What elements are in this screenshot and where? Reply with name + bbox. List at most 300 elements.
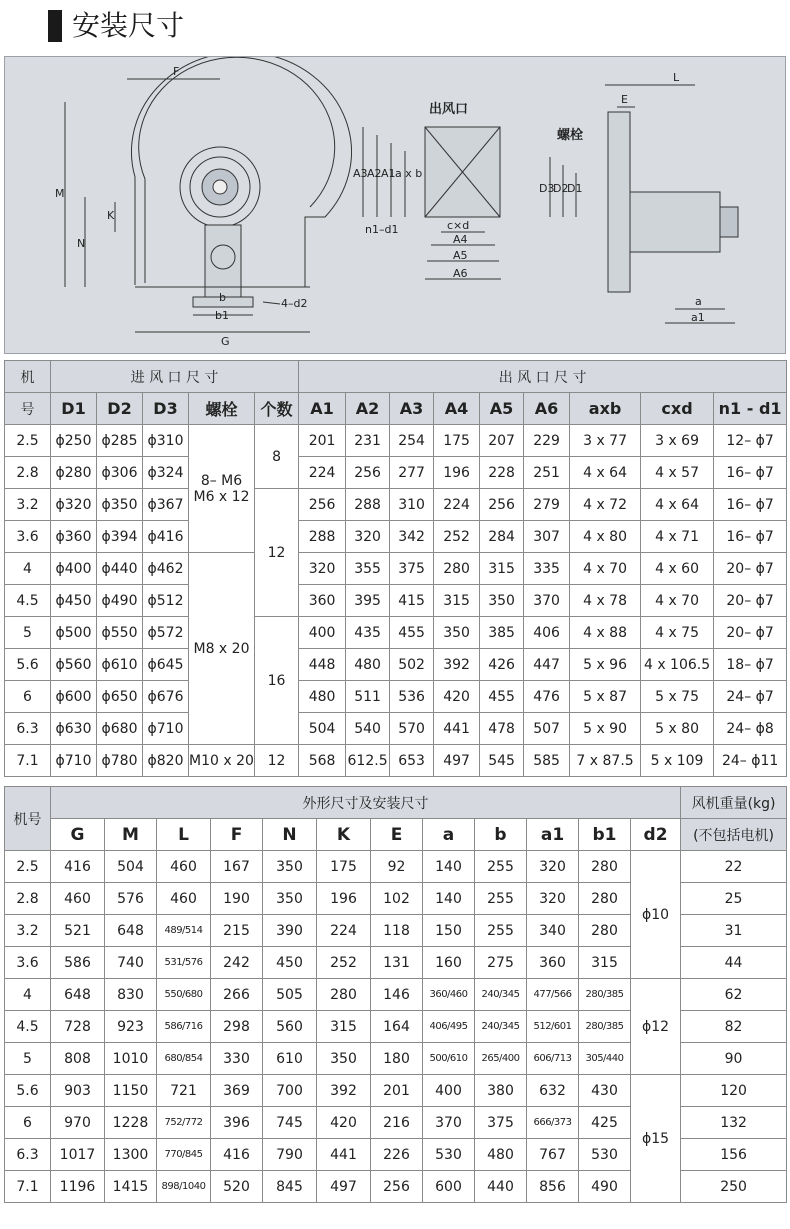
table-cell: 570 <box>390 713 434 745</box>
table-cell: 653 <box>390 745 434 777</box>
table-cell: 4 x 72 <box>570 489 641 521</box>
table-cell: 435 <box>346 617 390 649</box>
header-weight: 风机重量(kg) <box>681 787 787 819</box>
table-cell: 288 <box>299 521 346 553</box>
table-cell: 280/385 <box>579 1011 631 1043</box>
table-cell: 252 <box>434 521 480 553</box>
table-header-row <box>5 819 787 851</box>
label-a: a <box>695 295 702 308</box>
table-cell: 448 <box>299 649 346 681</box>
table-cell: 229 <box>524 425 570 457</box>
motor-pedestal <box>205 225 241 297</box>
table-cell: 504 <box>105 851 157 883</box>
table-cell: 215 <box>211 915 263 947</box>
label-A6: A6 <box>453 267 468 280</box>
table-cell: 531/576 <box>157 947 211 979</box>
table-cell: 256 <box>371 1171 423 1203</box>
table-row <box>5 851 787 883</box>
table-row <box>5 457 787 489</box>
table-cell: ϕ560 <box>51 649 97 681</box>
table-cell: 500/610 <box>423 1043 475 1075</box>
table-cell: 175 <box>317 851 371 883</box>
table-cell: 480 <box>346 649 390 681</box>
column-header: 螺栓 <box>189 393 255 425</box>
table-cell: 586/716 <box>157 1011 211 1043</box>
column-header: A4 <box>434 393 480 425</box>
table-cell: ϕ462 <box>143 553 189 585</box>
table-cell: 480 <box>475 1139 527 1171</box>
table-cell: 790 <box>263 1139 317 1171</box>
table-cell: 392 <box>317 1075 371 1107</box>
table-cell: 256 <box>299 489 346 521</box>
table-cell: ϕ780 <box>97 745 143 777</box>
table-cell: 280 <box>579 883 631 915</box>
label-n1d1: n1–d1 <box>365 223 399 236</box>
table-cell: 350 <box>480 585 524 617</box>
table-cell: ϕ367 <box>143 489 189 521</box>
table-cell: 1300 <box>105 1139 157 1171</box>
table-cell: 160 <box>423 947 475 979</box>
weight-value: 120 <box>681 1075 787 1107</box>
table-cell: 5 x 80 <box>641 713 714 745</box>
table-cell: 385 <box>480 617 524 649</box>
table-cell: 4 x 70 <box>641 585 714 617</box>
table-cell: 721 <box>157 1075 211 1107</box>
table-cell: 16– ϕ7 <box>714 489 787 521</box>
table-cell: 330 <box>211 1043 263 1075</box>
table-cell: 970 <box>51 1107 105 1139</box>
table-cell: 420 <box>317 1107 371 1139</box>
column-header: b1 <box>579 819 631 851</box>
table-cell: 441 <box>317 1139 371 1171</box>
model-number: 6.3 <box>5 1139 51 1171</box>
table-cell: ϕ490 <box>97 585 143 617</box>
table-cell: 480 <box>299 681 346 713</box>
table-cell: 406 <box>524 617 570 649</box>
table-cell: 3 x 69 <box>641 425 714 457</box>
inlet-outlet-table <box>4 360 787 777</box>
column-header: A6 <box>524 393 570 425</box>
table-cell: 280 <box>317 979 371 1011</box>
label-L: L <box>673 71 680 84</box>
table-cell: 340 <box>527 915 579 947</box>
table-cell: 360 <box>527 947 579 979</box>
model-number: 4.5 <box>5 1011 51 1043</box>
table-cell: 20– ϕ7 <box>714 617 787 649</box>
table-cell: 497 <box>317 1171 371 1203</box>
table-cell: 585 <box>524 745 570 777</box>
model-number: 7.1 <box>5 745 51 777</box>
table-row <box>5 681 787 713</box>
table-cell: 240/345 <box>475 1011 527 1043</box>
table-cell: 266 <box>211 979 263 1011</box>
table-cell: 455 <box>480 681 524 713</box>
table-cell: 18– ϕ7 <box>714 649 787 681</box>
table-cell: 3 x 77 <box>570 425 641 457</box>
column-header: F <box>211 819 263 851</box>
table-cell: 1415 <box>105 1171 157 1203</box>
table-cell: ϕ572 <box>143 617 189 649</box>
table-cell: ϕ320 <box>51 489 97 521</box>
column-header: n1 - d1 <box>714 393 787 425</box>
table-cell: 808 <box>51 1043 105 1075</box>
table-cell: 280/385 <box>579 979 631 1011</box>
bolt-spec: 8– M6 M6 x 12 <box>189 425 255 553</box>
table-cell: 392 <box>434 649 480 681</box>
table-cell: 426 <box>480 649 524 681</box>
table-cell: ϕ306 <box>97 457 143 489</box>
table-cell: ϕ710 <box>143 713 189 745</box>
table-cell: 648 <box>105 915 157 947</box>
table-cell: 350 <box>263 851 317 883</box>
bolt-count: 8 <box>255 425 299 489</box>
table-cell: 265/400 <box>475 1043 527 1075</box>
label-a1: a1 <box>691 311 705 324</box>
table-cell: 370 <box>524 585 570 617</box>
table-cell: 315 <box>434 585 480 617</box>
d2-value: ϕ12 <box>631 979 681 1075</box>
table-cell: ϕ450 <box>51 585 97 617</box>
table-cell: 610 <box>263 1043 317 1075</box>
table-cell: 360/460 <box>423 979 475 1011</box>
table-cell: ϕ324 <box>143 457 189 489</box>
table-cell: 252 <box>317 947 371 979</box>
table-cell: 298 <box>211 1011 263 1043</box>
table-cell: 307 <box>524 521 570 553</box>
table-cell: 231 <box>346 425 390 457</box>
table-cell: 355 <box>346 553 390 585</box>
label-b: b <box>219 291 226 304</box>
model-number: 4 <box>5 553 51 585</box>
table-cell: 16– ϕ7 <box>714 457 787 489</box>
model-number: 3.6 <box>5 521 51 553</box>
table-cell: 455 <box>390 617 434 649</box>
table-row <box>5 521 787 553</box>
label-A2: A2 <box>367 167 382 180</box>
table-cell: ϕ400 <box>51 553 97 585</box>
table-cell: 450 <box>263 947 317 979</box>
column-header: d2 <box>631 819 681 851</box>
table-cell: 140 <box>423 851 475 883</box>
table-cell: 201 <box>299 425 346 457</box>
label-D1: D1 <box>567 182 583 195</box>
table-cell: 568 <box>299 745 346 777</box>
table-cell: 5 x 75 <box>641 681 714 713</box>
installation-drawing <box>4 56 786 354</box>
header-weight-note: (不包括电机) <box>681 819 787 851</box>
table-header-row <box>5 393 787 425</box>
motor-body <box>630 192 720 252</box>
table-cell: 5 x 87 <box>570 681 641 713</box>
table-cell: ϕ350 <box>97 489 143 521</box>
table-cell: ϕ676 <box>143 681 189 713</box>
table-cell: 845 <box>263 1171 317 1203</box>
table-cell: ϕ500 <box>51 617 97 649</box>
bolt-count: 12 <box>255 489 299 617</box>
column-header: E <box>371 819 423 851</box>
table-cell: 923 <box>105 1011 157 1043</box>
model-number: 3.2 <box>5 489 51 521</box>
table-cell: 255 <box>475 883 527 915</box>
label-D3: D3 <box>539 182 555 195</box>
table-cell: 5 x 109 <box>641 745 714 777</box>
table-cell: 511 <box>346 681 390 713</box>
table-cell: 4 x 88 <box>570 617 641 649</box>
column-header: A1 <box>299 393 346 425</box>
table-cell: 288 <box>346 489 390 521</box>
table-cell: 406/495 <box>423 1011 475 1043</box>
table-cell: 420 <box>434 681 480 713</box>
table-cell: 224 <box>299 457 346 489</box>
table-cell: ϕ416 <box>143 521 189 553</box>
table-cell: 586 <box>51 947 105 979</box>
label-A3: A3 <box>353 167 368 180</box>
table-cell: 320 <box>346 521 390 553</box>
table-cell: ϕ310 <box>143 425 189 457</box>
table-cell: 521 <box>51 915 105 947</box>
table-row <box>5 745 787 777</box>
table-row <box>5 585 787 617</box>
table-cell: 4 x 71 <box>641 521 714 553</box>
table-cell: 425 <box>579 1107 631 1139</box>
weight-value: 250 <box>681 1171 787 1203</box>
table-cell: 190 <box>211 883 263 915</box>
table-cell: 305/440 <box>579 1043 631 1075</box>
table-cell: 1017 <box>51 1139 105 1171</box>
table-cell: 335 <box>524 553 570 585</box>
table-cell: 24– ϕ7 <box>714 681 787 713</box>
table-cell: 490 <box>579 1171 631 1203</box>
table-cell: 4 x 106.5 <box>641 649 714 681</box>
table-cell: 320 <box>527 851 579 883</box>
label-cxd: c×d <box>447 219 470 232</box>
table-cell: 460 <box>157 851 211 883</box>
table-cell: 350 <box>317 1043 371 1075</box>
weight-value: 82 <box>681 1011 787 1043</box>
table-cell: 5 x 90 <box>570 713 641 745</box>
table-cell: 310 <box>390 489 434 521</box>
table-cell: 201 <box>371 1075 423 1107</box>
model-number: 5 <box>5 1043 51 1075</box>
table-cell: 254 <box>390 425 434 457</box>
table-cell: 400 <box>423 1075 475 1107</box>
table-cell: 216 <box>371 1107 423 1139</box>
table-cell: 256 <box>480 489 524 521</box>
table-row <box>5 649 787 681</box>
table-cell: 350 <box>263 883 317 915</box>
header-jihao-2: 号 <box>5 393 51 425</box>
label-A1: A1 <box>381 167 396 180</box>
table-cell: 20– ϕ7 <box>714 585 787 617</box>
table-row <box>5 1075 787 1107</box>
label-M: M <box>55 187 65 200</box>
table-cell: 728 <box>51 1011 105 1043</box>
table-cell: 16– ϕ7 <box>714 521 787 553</box>
table-cell: 477/566 <box>527 979 579 1011</box>
table-cell: 502 <box>390 649 434 681</box>
table-cell: 612.5 <box>346 745 390 777</box>
table-cell: 277 <box>390 457 434 489</box>
table-header-row <box>5 361 787 393</box>
table-row <box>5 617 787 649</box>
table-cell: 415 <box>390 585 434 617</box>
table-cell: 284 <box>480 521 524 553</box>
table-cell: 740 <box>105 947 157 979</box>
table-cell: 164 <box>371 1011 423 1043</box>
model-number: 2.8 <box>5 883 51 915</box>
column-header: axb <box>570 393 641 425</box>
table-cell: 375 <box>475 1107 527 1139</box>
table-cell: 315 <box>579 947 631 979</box>
model-number: 6.3 <box>5 713 51 745</box>
table-cell: 507 <box>524 713 570 745</box>
table-cell: 460 <box>51 883 105 915</box>
label-N: N <box>77 237 86 250</box>
table-cell: 279 <box>524 489 570 521</box>
table-cell: 12– ϕ7 <box>714 425 787 457</box>
model-number: 3.6 <box>5 947 51 979</box>
label-d2: 4–d2 <box>281 297 308 310</box>
table-cell: 440 <box>475 1171 527 1203</box>
table-cell: 4 x 64 <box>570 457 641 489</box>
table-cell: 560 <box>263 1011 317 1043</box>
column-header: A2 <box>346 393 390 425</box>
column-header: b <box>475 819 527 851</box>
table-cell: ϕ285 <box>97 425 143 457</box>
table-cell: 196 <box>434 457 480 489</box>
table-cell: 1196 <box>51 1171 105 1203</box>
d2-value: ϕ15 <box>631 1075 681 1203</box>
bolt-spec: M10 x 20 <box>189 745 255 777</box>
table-cell: 251 <box>524 457 570 489</box>
weight-value: 44 <box>681 947 787 979</box>
table-cell: 4 x 78 <box>570 585 641 617</box>
table-cell: 416 <box>51 851 105 883</box>
table-cell: 146 <box>371 979 423 1011</box>
weight-value: 31 <box>681 915 787 947</box>
table-cell: ϕ630 <box>51 713 97 745</box>
label-axb: a x b <box>395 167 423 180</box>
table-cell: 632 <box>527 1075 579 1107</box>
table-cell: ϕ600 <box>51 681 97 713</box>
page-title: 安装尺寸 <box>72 9 185 42</box>
model-number: 2.8 <box>5 457 51 489</box>
table-cell: 476 <box>524 681 570 713</box>
table-cell: 226 <box>371 1139 423 1171</box>
table-cell: 700 <box>263 1075 317 1107</box>
table-cell: 150 <box>423 915 475 947</box>
table-cell: 505 <box>263 979 317 1011</box>
table-cell: 600 <box>423 1171 475 1203</box>
weight-value: 25 <box>681 883 787 915</box>
table-cell: 131 <box>371 947 423 979</box>
label-A5: A5 <box>453 249 468 262</box>
table-cell: 370 <box>423 1107 475 1139</box>
table-cell: ϕ280 <box>51 457 97 489</box>
label-b1: b1 <box>215 309 229 322</box>
header-jihao: 机号 <box>5 787 51 851</box>
column-header: A3 <box>390 393 434 425</box>
table-cell: ϕ250 <box>51 425 97 457</box>
table-cell: 118 <box>371 915 423 947</box>
header-outlet: 出 风 口 尺 寸 <box>299 361 787 393</box>
table-cell: 1150 <box>105 1075 157 1107</box>
table-cell: 390 <box>263 915 317 947</box>
table-cell: ϕ820 <box>143 745 189 777</box>
table-cell: 4 x 64 <box>641 489 714 521</box>
d2-value: ϕ10 <box>631 851 681 979</box>
table-cell: 770/845 <box>157 1139 211 1171</box>
table-cell: 648 <box>51 979 105 1011</box>
table-cell: 460 <box>157 883 211 915</box>
model-number: 5.6 <box>5 649 51 681</box>
table-cell: ϕ550 <box>97 617 143 649</box>
model-number: 6 <box>5 681 51 713</box>
column-header: M <box>105 819 157 851</box>
table-cell: 180 <box>371 1043 423 1075</box>
weight-value: 90 <box>681 1043 787 1075</box>
column-header: K <box>317 819 371 851</box>
table-cell: 5 x 96 <box>570 649 641 681</box>
table-cell: 447 <box>524 649 570 681</box>
table-cell: 242 <box>211 947 263 979</box>
label-E: E <box>621 93 628 106</box>
table-cell: 320 <box>299 553 346 585</box>
table-cell: 576 <box>105 883 157 915</box>
table-cell: 4 x 70 <box>570 553 641 585</box>
table-cell: ϕ710 <box>51 745 97 777</box>
table-cell: 666/373 <box>527 1107 579 1139</box>
column-header: A5 <box>480 393 524 425</box>
column-header: N <box>263 819 317 851</box>
table-cell: 4 x 57 <box>641 457 714 489</box>
table-cell: 280 <box>579 851 631 883</box>
side-housing <box>608 112 630 292</box>
table-cell: 1010 <box>105 1043 157 1075</box>
table-cell: 550/680 <box>157 979 211 1011</box>
table-cell: ϕ360 <box>51 521 97 553</box>
model-number: 7.1 <box>5 1171 51 1203</box>
table-row <box>5 713 787 745</box>
table-cell: 275 <box>475 947 527 979</box>
table-cell: 441 <box>434 713 480 745</box>
bolt-count: 12 <box>255 745 299 777</box>
table-cell: ϕ394 <box>97 521 143 553</box>
table-row <box>5 979 787 1011</box>
table-cell: ϕ512 <box>143 585 189 617</box>
table-cell: 497 <box>434 745 480 777</box>
table-cell: 400 <box>299 617 346 649</box>
column-header: D2 <box>97 393 143 425</box>
table-cell: 102 <box>371 883 423 915</box>
table-cell: 745 <box>263 1107 317 1139</box>
model-number: 4 <box>5 979 51 1011</box>
table-cell: 20– ϕ7 <box>714 553 787 585</box>
table-cell: 520 <box>211 1171 263 1203</box>
table-cell: 4 x 80 <box>570 521 641 553</box>
table-cell: 196 <box>317 883 371 915</box>
label-D2: D2 <box>553 182 569 195</box>
table-cell: 536 <box>390 681 434 713</box>
label-bolt: 螺栓 <box>557 128 584 143</box>
table-cell: 320 <box>527 883 579 915</box>
table-cell: 7 x 87.5 <box>570 745 641 777</box>
table-cell: 478 <box>480 713 524 745</box>
column-header: D1 <box>51 393 97 425</box>
label-A4: A4 <box>453 233 468 246</box>
table-cell: 315 <box>480 553 524 585</box>
table-cell: ϕ680 <box>97 713 143 745</box>
